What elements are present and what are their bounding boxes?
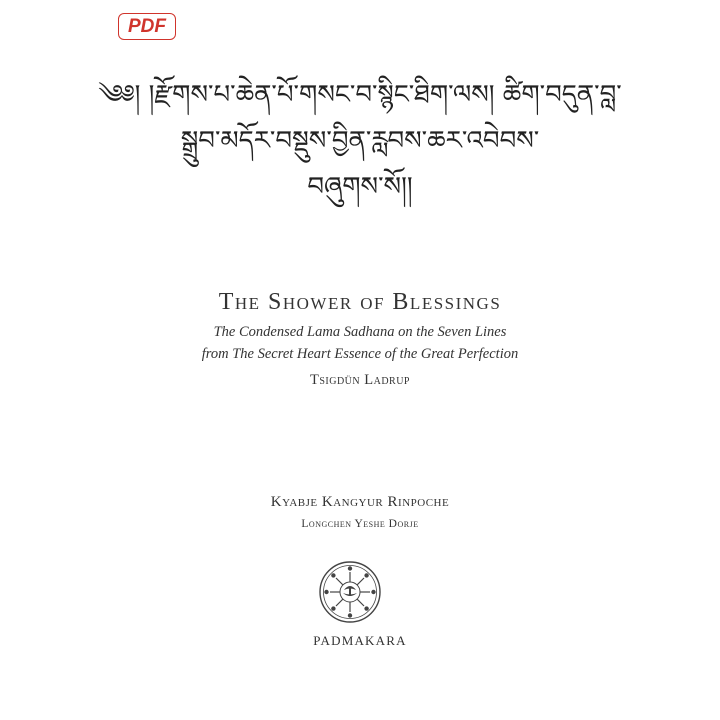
subtitle-line-1: The Condensed Lama Sadhana on the Seven Lines <box>213 324 507 340</box>
subtitle-line-2: from The Secret Heart Essence of the Great Perfection <box>201 346 519 362</box>
author-alternate-name: Longchen Yeshe Dorje <box>301 518 419 530</box>
alternate-title: Tsigdün Ladrup <box>309 372 410 388</box>
author-name: Kyabje Kangyur Rinpoche <box>270 494 450 510</box>
tibetan-title-line-3: བཞུགས་སོ།། <box>307 172 413 202</box>
book-title: The Shower of Blessings <box>218 289 502 315</box>
dharma-wheel-icon <box>318 560 382 624</box>
tibetan-title-line-2: སྒྲུབ་མདོར་བསྡུས་བྱིན་རླབས་ཆར་འབེབས་ <box>180 126 540 156</box>
pdf-badge[interactable]: PDF <box>118 13 176 40</box>
publisher-name: PADMAKARA <box>313 633 407 648</box>
tibetan-title-line-1: ༄༅། །རྫོགས་པ་ཆེན་པོ་གསང་བ་སྙིང་ཐིག་ལས། ཚིག་བདུན་བླ་ <box>98 80 622 110</box>
